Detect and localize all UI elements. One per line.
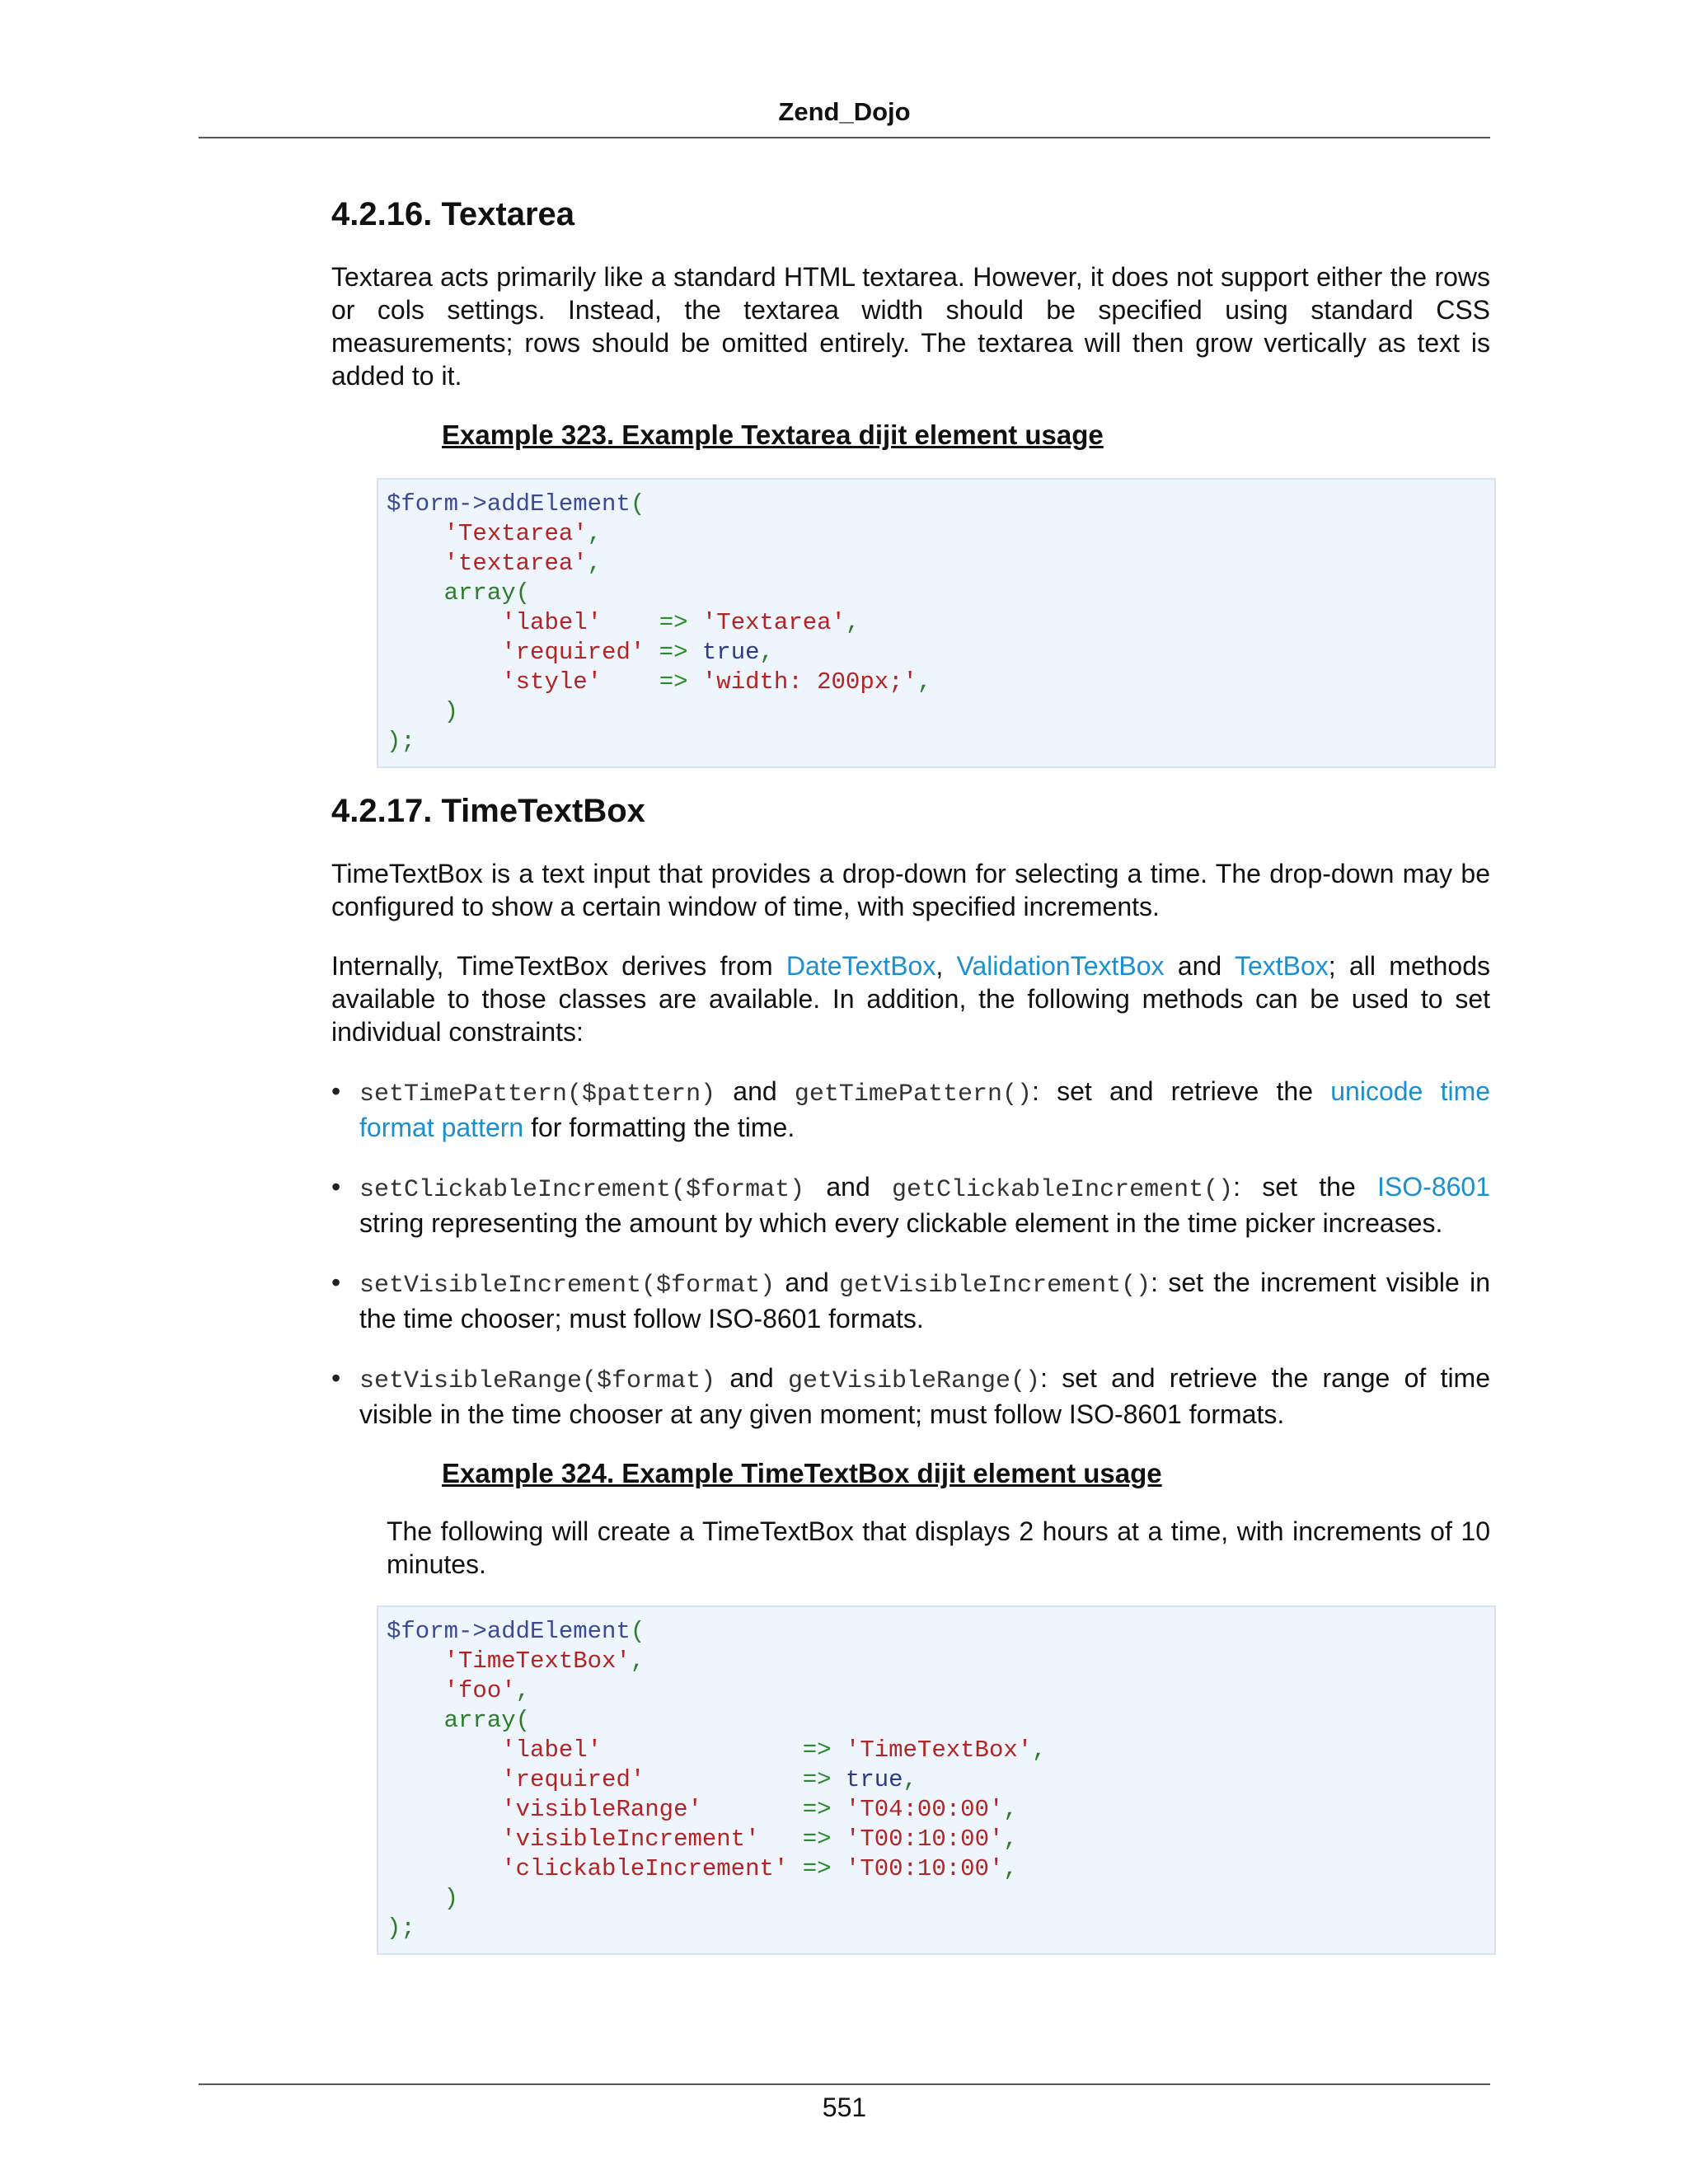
code-block-timetextbox <box>377 1605 1496 1955</box>
list-item: • setVisibleRange($format) and getVisibleRange(): set and retrieve the range of time visible in the time chooser at any given moment; must follow ISO-8601 formats. <box>331 1361 1490 1431</box>
code-line: ) <box>443 698 459 725</box>
link-validationtextbox[interactable]: ValidationTextBox <box>956 951 1165 981</box>
code-line: ); <box>387 728 415 755</box>
list-item: • setVisibleIncrement($format) and getVisibleIncrement(): set the increment visible in the time chooser; must follow ISO-8601 formats. <box>331 1266 1490 1335</box>
code-line: 'required' => true, <box>501 1766 917 1793</box>
link-textbox[interactable]: TextBox <box>1234 951 1329 981</box>
code-line: array( <box>443 1707 531 1734</box>
code-line: 'label' => 'Textarea', <box>501 609 860 636</box>
code-line: 'textarea', <box>443 550 603 577</box>
code-line: 'style' => 'width: 200px;', <box>501 668 932 696</box>
example-title-324: Example 324. Example TimeTextBox dijit element usage <box>442 1458 1162 1488</box>
footer-rule <box>199 2083 1490 2085</box>
methods-list <box>331 1075 1490 1431</box>
code-line: 'visibleRange' => 'T04:00:00', <box>501 1796 1018 1823</box>
code-line: 'foo', <box>443 1677 531 1704</box>
example-title-323: Example 323. Example Textarea dijit element usage <box>442 419 1104 450</box>
code-line: 'clickableIncrement' => 'T00:10:00', <box>501 1855 1018 1882</box>
code-line: 'TimeTextBox', <box>443 1647 645 1675</box>
code-line: 'visibleIncrement' => 'T00:10:00', <box>501 1825 1018 1853</box>
code-line: array( <box>443 579 531 607</box>
list-item: • setTimePattern($pattern) and getTimePattern(): set and retrieve the unicode time format pattern for formatting the time. <box>331 1075 1490 1144</box>
link-unicode-time-format[interactable]: unicode time format pattern <box>359 1076 1491 1142</box>
code-line: 'required' => true, <box>501 639 774 666</box>
page-header: Zend_Dojo <box>778 97 911 126</box>
textarea-paragraph: Textarea acts primarily like a standard HTML textarea. However, it does not support either the rows or cols settings. Instead, the textarea width should be specified using standard CSS measurements; rows should be omitted entirely. The textarea will then grow vertically as text is added to it. <box>331 262 1490 391</box>
code-line: ) <box>443 1885 459 1912</box>
link-datetextbox[interactable]: DateTextBox <box>785 951 936 981</box>
page-number: 551 <box>822 2093 867 2122</box>
code-line: $form->addElement( <box>387 490 645 518</box>
code-line: 'Textarea', <box>443 520 603 547</box>
code-line: ); <box>387 1915 415 1942</box>
code-block-textarea <box>377 478 1496 768</box>
example-intro: The following will create a TimeTextBox that displays 2 hours at a time, with increments of 10 minutes. <box>387 1516 1490 1579</box>
list-item: • setClickableIncrement($format) and getClickableIncrement(): set the ISO-8601 string representing the amount by which every clickable element in the time picker increases. <box>331 1170 1490 1240</box>
page-content <box>331 193 1490 1955</box>
section-title-timetextbox: 4.2.17. TimeTextBox <box>331 793 645 829</box>
header-rule <box>199 137 1490 138</box>
timetextbox-paragraph-2: Internally, TimeTextBox derives from DateTextBox, ValidationTextBox and TextBox; all methods available to those classes are available. In addition, the following methods can be used to set individual constraints: <box>331 951 1491 1047</box>
code-line: $form->addElement( <box>387 1618 645 1645</box>
timetextbox-paragraph-1: TimeTextBox is a text input that provides a drop-down for selecting a time. The drop-down may be configured to show a certain window of time, with specified increments. <box>331 859 1490 921</box>
section-title-textarea: 4.2.16. Textarea <box>331 196 575 232</box>
code-line: 'label' => 'TimeTextBox', <box>501 1736 1047 1764</box>
link-iso-8601[interactable]: ISO-8601 <box>1377 1172 1490 1202</box>
